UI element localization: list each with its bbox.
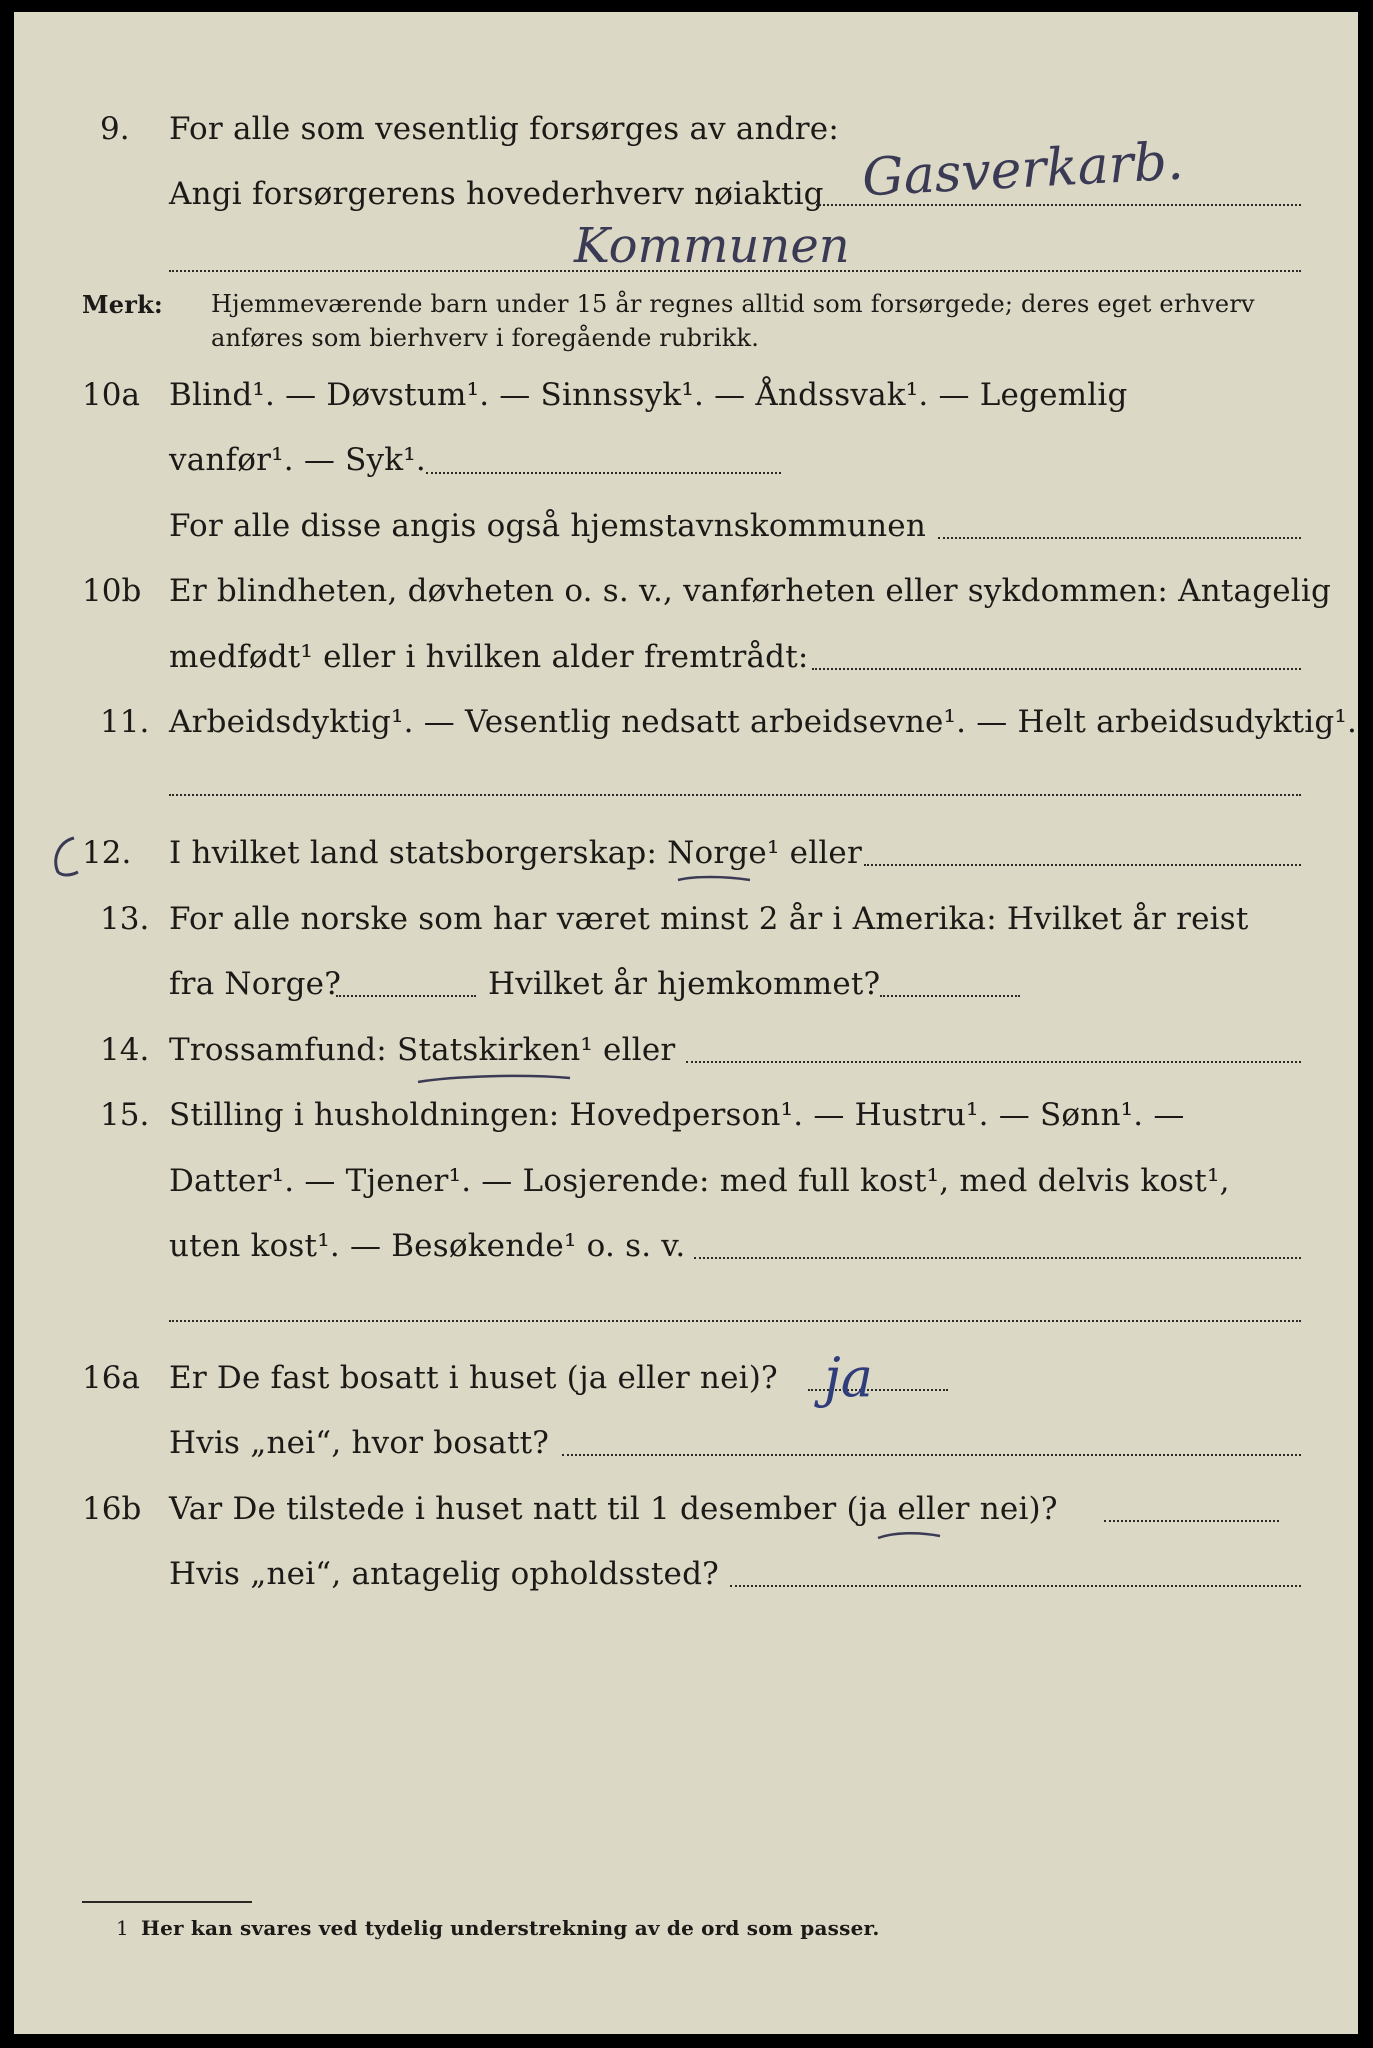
census-form-page (14, 12, 1358, 2034)
q9-number: 9. (100, 111, 130, 147)
q16a-number: 16a (82, 1360, 140, 1396)
q13-line2b: Hvilket år hjemkommet? (488, 966, 881, 1002)
q10a-answer-line1 (426, 472, 781, 474)
q12-underline-mark (674, 874, 754, 886)
q12-number: 12. (82, 835, 132, 871)
q16b-answer-line1 (1104, 1520, 1279, 1522)
q10a-number: 10a (82, 377, 140, 413)
q13-answer-left (336, 995, 476, 997)
q10a-answer-line2 (938, 537, 1301, 539)
q13-number: 13. (100, 901, 150, 937)
q15-line1: Stilling i husholdningen: Hovedperson¹. — Hustru¹. — Sønn¹. — (169, 1097, 1185, 1133)
q9-line1: For alle som vesentlig forsørges av andre: (169, 111, 839, 147)
q15-answer-line2 (169, 1320, 1301, 1322)
footnote-text: Her kan svares ved tydelig understrekning av de ord som passer. (141, 1916, 880, 1940)
q13-answer-right (880, 995, 1020, 997)
q10a-line3: For alle disse angis også hjemstavnskommunen (169, 508, 926, 544)
q15-line3: uten kost¹. — Besøkende¹ o. s. v. (169, 1228, 686, 1264)
q14-line1: Trossamfund: Statskirken¹ eller (169, 1032, 676, 1068)
q16b-line2: Hvis „nei“, antagelig opholdssted? (169, 1556, 719, 1592)
q12-line1: I hvilket land statsborgerskap: Norge¹ eller (169, 835, 862, 871)
q10a-line1: Blind¹. — Døvstum¹. — Sinnssyk¹. — Åndssvak¹. — Legemlig (169, 377, 1128, 413)
merk-line1: Hjemmeværende barn under 15 år regnes alltid som forsørgede; deres eget erhverv (211, 290, 1255, 318)
q16b-number: 16b (82, 1491, 142, 1527)
q16a-answer-line2 (562, 1454, 1301, 1456)
q10a-line2: vanfør¹. — Syk¹. (169, 442, 426, 478)
q16b-answer-line2 (730, 1585, 1301, 1587)
q16a-line1: Er De fast bosatt i huset (ja eller nei)? (169, 1360, 778, 1396)
q15-number: 15. (100, 1097, 150, 1133)
q11-line1: Arbeidsdyktig¹. — Vesentlig nedsatt arbeidsevne¹. — Helt arbeidsudyktig¹. (169, 704, 1358, 740)
merk-line2: anføres som bierhverv i foregående rubrikk. (211, 324, 760, 352)
q14-number: 14. (100, 1032, 150, 1068)
q10b-line1: Er blindheten, døvheten o. s. v., vanførheten eller sykdommen: Antagelig (169, 573, 1332, 609)
q16b-underline-mark (874, 1530, 944, 1542)
q14-answer-line (686, 1061, 1301, 1063)
q9-handwritten-occupation: Gasverkarb. (860, 131, 1185, 209)
q9-line2: Angi forsørgerens hovederhverv nøiaktig (169, 176, 824, 212)
q13-line1: For alle norske som har været minst 2 år i Amerika: Hvilket år reist (169, 901, 1249, 937)
footnote-rule (82, 1901, 252, 1903)
q9-handwritten-provider: Kommunen (574, 218, 850, 274)
q10b-line2: medfødt¹ eller i hvilken alder fremtrådt: (169, 639, 809, 675)
q16a-handwritten-answer: ja (824, 1346, 873, 1409)
q15-line2: Datter¹. — Tjener¹. — Losjerende: med full kost¹, med delvis kost¹, (169, 1163, 1230, 1199)
q16a-line2: Hvis „nei“, hvor bosatt? (169, 1425, 550, 1461)
q14-underline-mark (414, 1072, 574, 1086)
q12-answer-line (864, 864, 1301, 866)
q11-number: 11. (100, 704, 150, 740)
q16b-line1: Var De tilstede i huset natt til 1 desember (ja eller nei)? (169, 1491, 1058, 1527)
q12-check-mark-icon (44, 832, 84, 880)
q13-line2a: fra Norge? (169, 966, 342, 1002)
q10b-number: 10b (82, 573, 142, 609)
q15-answer-line1 (694, 1257, 1301, 1259)
q10b-answer-line (812, 668, 1301, 670)
merk-label: Merk: (82, 290, 163, 319)
footnote-mark: 1 (116, 1916, 129, 1940)
q11-answer-line (169, 794, 1301, 796)
